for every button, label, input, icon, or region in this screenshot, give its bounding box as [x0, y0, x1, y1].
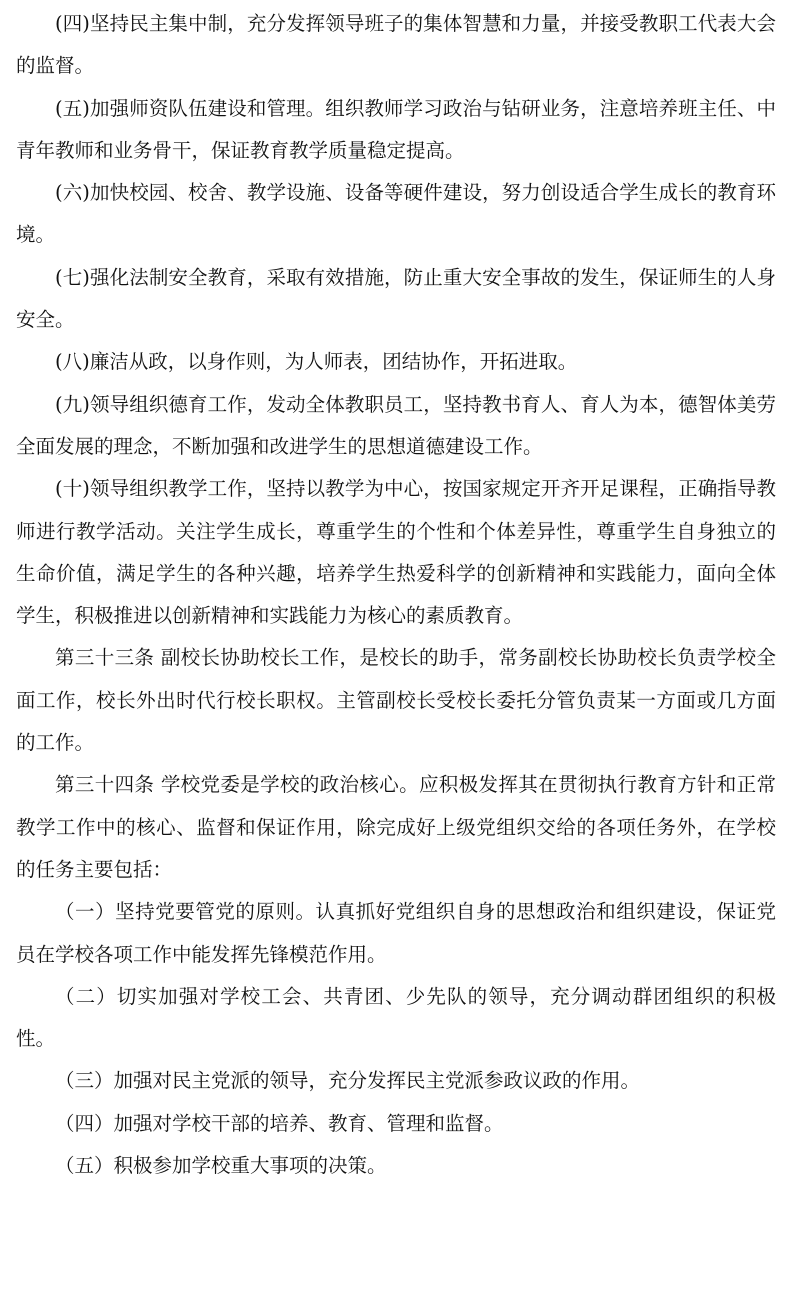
paragraph-item-10: (十)领导组织教学工作，坚持以教学为中心，按国家规定开齐开足课程，正确指导教师进行教学活动。关注学生成长，尊重学生的个性和个体差异性，尊重学生自身独立的生命价值，满足学生的各种兴趣，培养学生热爱科学的创新精神和实践能力，面向全体学生，积极推进以创新精神和实践能力为核心的素质教育。: [16, 477, 776, 628]
paragraph-item-8: (八)廉洁从政，以身作则，为人师表，团结协作，开拓进取。: [55, 350, 578, 374]
paragraph-item-5: (五)加强师资队伍建设和管理。组织教师学习政治与钻研业务，注意培养班主任、中青年教师和业务骨干，保证教育教学质量稳定提高。: [16, 96, 776, 162]
paragraph-item-9: (九)领导组织德育工作，发动全体教职员工，坚持教书育人、育人为本，德智体美劳全面发展的理念，不断加强和改进学生的思想道德建设工作。: [16, 392, 776, 458]
party-task-1: （一）坚持党要管党的原则。认真抓好党组织自身的思想政治和组织建设，保证党员在学校各项工作中能发挥先锋模范作用。: [16, 900, 776, 966]
document-page: [16, 3, 776, 1187]
party-task-3: （三）加强对民主党派的领导，充分发挥民主党派参政议政的作用。: [55, 1069, 641, 1093]
article-33: 第三十三条 副校长协助校长工作，是校长的助手，常务副校长协助校长负责学校全面工作，校长外出时代行校长职权。主管副校长受校长委托分管负责某一方面或几方面的工作。: [16, 646, 776, 755]
paragraph-item-7: (七)强化法制安全教育，采取有效措施，防止重大安全事故的发生，保证师生的人身安全。: [16, 265, 776, 332]
article-34: 第三十四条 学校党委是学校的政治核心。应积极发挥其在贯彻执行教育方针和正常教学工作中的核心、监督和保证作用，除完成好上级党组织交给的各项任务外，在学校的任务主要包括：: [16, 773, 776, 881]
party-task-4: （四）加强对学校干部的培养、教育、管理和监督。: [55, 1111, 504, 1135]
party-task-2: （二）切实加强对学校工会、共青团、少先队的领导，充分调动群团组织的积极性。: [16, 984, 776, 1051]
paragraph-item-6: (六)加快校园、校舍、教学设施、设备等硬件建设，努力创设适合学生成长的教育环境。: [16, 181, 776, 247]
party-task-5: （五）积极参加学校重大事项的决策。: [55, 1154, 387, 1178]
paragraph-item-4: (四)坚持民主集中制，充分发挥领导班子的集体智慧和力量，并接受教职工代表大会的监督。: [16, 12, 776, 78]
